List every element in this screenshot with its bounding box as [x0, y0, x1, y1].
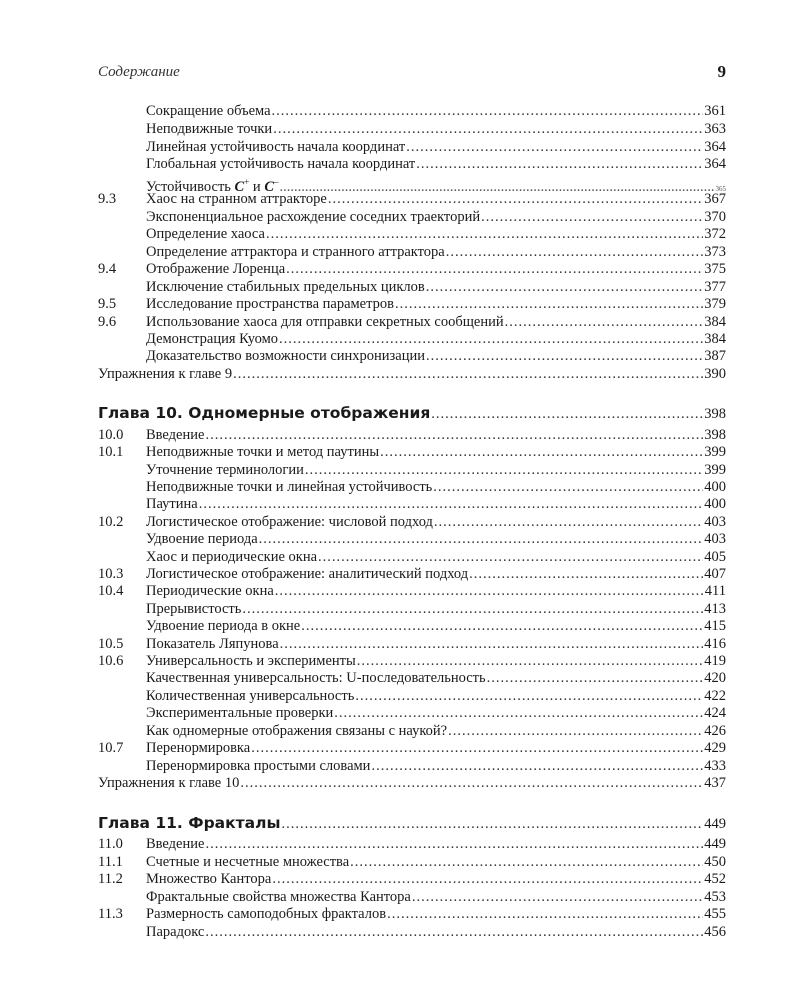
toc-entry-number: 10.0	[98, 427, 124, 443]
toc-entry-number: 9.4	[98, 261, 117, 277]
toc-entry[interactable]	[0, 261, 800, 278]
toc-entry[interactable]	[0, 462, 800, 479]
toc-entry-number: 10.7	[98, 740, 124, 756]
toc-entry[interactable]	[0, 636, 800, 653]
toc-entry-number: 10.1	[98, 444, 124, 460]
toc-entry-title: Удвоение периода	[146, 531, 258, 547]
toc-entry-page: 429	[704, 740, 726, 756]
toc-entry-page: 449	[704, 836, 726, 852]
toc-entry-number: 10.2	[98, 514, 124, 530]
toc-leader-dots	[406, 139, 703, 156]
toc-entry-title: Определение хаоса	[146, 226, 265, 242]
toc-entry[interactable]	[0, 191, 800, 208]
toc-leader-dots	[431, 404, 703, 424]
toc-chapter-heading[interactable]	[0, 403, 800, 423]
toc-entry-page: 455	[704, 906, 726, 922]
toc-entry[interactable]	[0, 705, 800, 722]
toc-leader-dots	[357, 653, 704, 670]
toc-entry[interactable]	[0, 758, 800, 775]
toc-leader-dots	[318, 549, 703, 566]
toc-entry-number: 9.5	[98, 296, 117, 312]
toc-leader-dots	[199, 496, 704, 513]
toc-entry-title: Периодические окна	[146, 583, 274, 599]
toc-entry-page: 420	[704, 670, 726, 686]
toc-entry-title: Фрактальные свойства множества Кантора	[146, 889, 411, 905]
toc-entry-page: 384	[704, 331, 726, 347]
toc-entry[interactable]	[0, 514, 800, 531]
toc-entry-page: 449	[704, 816, 726, 832]
toc-entry-page: 375	[704, 261, 726, 277]
toc-entry-title: Устойчивость C+ и C–	[146, 177, 279, 195]
toc-entry[interactable]	[0, 444, 800, 461]
toc-entry-page: 370	[704, 209, 726, 225]
toc-leader-dots	[481, 209, 703, 226]
toc-entry-title: Количественная универсальность	[146, 688, 355, 704]
toc-entry-title: Экспоненциальное расхождение соседних траекторий	[146, 209, 481, 225]
toc-entry-title: Удвоение периода в окне	[146, 618, 301, 634]
toc-entry-page: 437	[704, 775, 726, 791]
toc-entry[interactable]	[0, 871, 800, 888]
toc-leader-dots	[273, 121, 703, 138]
toc-leader-dots	[301, 618, 703, 635]
toc-leader-dots	[487, 670, 704, 687]
toc-entry-page: 433	[704, 758, 726, 774]
toc-leader-dots	[328, 191, 703, 208]
toc-entry-title: Демонстрация Куомо	[146, 331, 279, 347]
toc-entry-page: 400	[704, 479, 726, 495]
toc-leader-dots	[416, 156, 703, 173]
toc-entry-page: 384	[704, 314, 726, 330]
toc-entry[interactable]	[0, 348, 800, 365]
toc-entry-page: 363	[704, 121, 726, 137]
toc-entry-title: Перенормировка простыми словами	[146, 758, 371, 774]
toc-entry-page: 398	[704, 406, 726, 422]
toc-leader-dots	[434, 514, 703, 531]
toc-entry[interactable]	[0, 583, 800, 600]
toc-entry-number: 10.3	[98, 566, 124, 582]
toc-entry[interactable]	[0, 139, 800, 156]
header-title: Содержание	[98, 64, 180, 80]
toc-entry-page: 403	[704, 514, 726, 530]
toc-entry-title: Хаос и периодические окна	[146, 549, 318, 565]
header-page-number: 9	[717, 62, 726, 81]
toc-entry-page: 422	[704, 688, 726, 704]
toc-entry-title: Паутина	[146, 496, 198, 512]
toc-entry-title: Глобальная устойчивость начала координат	[146, 156, 416, 172]
toc-entry-title: Неподвижные точки и линейная устойчивость	[146, 479, 433, 495]
toc-entry-title: Доказательство возможности синхронизации	[146, 348, 426, 364]
toc-entry-exercises[interactable]	[0, 775, 800, 792]
toc-entry-title: Упражнения к главе 9	[98, 366, 233, 382]
toc-leader-dots	[395, 296, 703, 313]
toc-entry[interactable]	[0, 566, 800, 583]
toc-entry-page: 372	[704, 226, 726, 242]
toc-entry[interactable]	[0, 653, 800, 670]
toc-entry[interactable]	[0, 121, 800, 138]
toc-entry-number: 9.6	[98, 314, 117, 330]
toc-leader-dots	[280, 636, 704, 653]
toc-entry-number: 9.3	[98, 191, 117, 207]
toc-entry-page: 364	[704, 156, 726, 172]
toc-entry[interactable]	[0, 688, 800, 705]
toc-entry-title: Использование хаоса для отправки секретных сообщений	[146, 314, 504, 330]
toc-chapter-title: Глава 10. Одномерные отображения	[98, 404, 431, 422]
toc-entry-page: 367	[704, 191, 726, 207]
toc-entry-page: 365	[715, 184, 726, 193]
toc-leader-dots	[426, 279, 704, 296]
toc-leader-dots	[446, 244, 704, 261]
toc-chapter-title: Глава 11. Фракталы	[98, 814, 281, 832]
toc-entry[interactable]	[0, 549, 800, 566]
toc-entry-title: Качественная универсальность: U-последовательность	[146, 670, 486, 686]
toc-leader-dots	[334, 705, 703, 722]
toc-leader-dots	[505, 314, 704, 331]
toc-leader-dots	[266, 226, 703, 243]
toc-entry[interactable]	[0, 854, 800, 871]
toc-entry-page: 387	[704, 348, 726, 364]
toc-entry-number: 10.6	[98, 653, 124, 669]
toc-entry[interactable]	[0, 496, 800, 513]
toc-leader-dots	[242, 601, 703, 618]
toc-leader-dots	[259, 531, 704, 548]
toc-entry-title: Счетные и несчетные множества	[146, 854, 350, 870]
toc-entry-page: 452	[704, 871, 726, 887]
toc-entry-number: 11.0	[98, 836, 123, 852]
toc-leader-dots	[251, 740, 703, 757]
toc-entry-number: 10.5	[98, 636, 124, 652]
toc-leader-dots	[469, 566, 703, 583]
toc-leader-dots	[350, 854, 703, 871]
toc-entry-title: Логистическое отображение: аналитический подход	[146, 566, 469, 582]
toc-entry-page: 399	[704, 444, 726, 460]
toc-leader-dots	[286, 261, 703, 278]
toc-entry[interactable]	[0, 244, 800, 261]
toc-leader-dots	[281, 814, 703, 834]
toc-entry[interactable]	[0, 723, 800, 740]
toc-entry[interactable]	[0, 601, 800, 618]
toc-leader-dots	[272, 103, 704, 120]
toc-entry-page: 416	[704, 636, 726, 652]
toc-entry-page: 379	[704, 296, 726, 312]
toc-leader-dots	[426, 348, 703, 365]
toc-leader-dots	[205, 836, 703, 853]
toc-entry[interactable]	[0, 889, 800, 906]
toc-leader-dots	[380, 444, 703, 461]
toc-entry-title: Парадокс	[146, 924, 205, 940]
toc-entry[interactable]	[0, 670, 800, 687]
toc-leader-dots	[371, 758, 703, 775]
toc-leader-dots	[272, 871, 703, 888]
toc-leader-dots	[279, 331, 703, 348]
toc-entry-title: Прерывистость	[146, 601, 242, 617]
toc-entry[interactable]	[0, 331, 800, 348]
toc-entry-title: Исследование пространства параметров	[146, 296, 394, 312]
toc-entry[interactable]	[0, 906, 800, 923]
toc-entry-page: 424	[704, 705, 726, 721]
toc-entry-page: 453	[704, 889, 726, 905]
toc-leader-dots	[233, 366, 703, 383]
toc-entry-title: Упражнения к главе 10	[98, 775, 240, 791]
toc-entry[interactable]	[0, 427, 800, 444]
toc-entry-title: Множество Кантора	[146, 871, 272, 887]
toc-leader-dots	[433, 479, 703, 496]
toc-entry-title: Логистическое отображение: числовой подход	[146, 514, 433, 530]
toc-entry-title: Уточнение терминологии	[146, 462, 304, 478]
toc-entry-page: 411	[704, 583, 726, 599]
toc-entry-number: 11.3	[98, 906, 123, 922]
toc-leader-dots	[305, 462, 703, 479]
toc-entry-title: Сокращение объема	[146, 103, 271, 119]
toc-entry-page: 450	[704, 854, 726, 870]
running-header	[98, 62, 726, 84]
toc-entry-page: 390	[704, 366, 726, 382]
toc-entry-number: 11.1	[98, 854, 123, 870]
toc-entry-exercises[interactable]	[0, 366, 800, 383]
toc-entry-title: Определение аттрактора и странного аттрактора	[146, 244, 445, 260]
toc-entry-page: 361	[704, 103, 726, 119]
toc-chapter-heading[interactable]	[0, 813, 800, 833]
toc-entry-title: Неподвижные точки и метод паутины	[146, 444, 380, 460]
toc-entry-page: 426	[704, 723, 726, 739]
toc-entry[interactable]	[0, 209, 800, 226]
toc-entry-page: 400	[704, 496, 726, 512]
toc-entry[interactable]	[0, 531, 800, 548]
toc-entry-page: 398	[704, 427, 726, 443]
toc-entry-page: 405	[704, 549, 726, 565]
toc-entry-title: Экспериментальные проверки	[146, 705, 334, 721]
toc-leader-dots	[205, 427, 703, 444]
toc-entry-page: 399	[704, 462, 726, 478]
toc-entry-title: Показатель Ляпунова	[146, 636, 279, 652]
toc-entry-title: Хаос на странном аттракторе	[146, 191, 327, 207]
toc-entry-page: 415	[704, 618, 726, 634]
toc-leader-dots	[387, 906, 703, 923]
toc-entry-number: 10.4	[98, 583, 124, 599]
toc-entry[interactable]	[0, 924, 800, 941]
toc-entry-page: 364	[704, 139, 726, 155]
toc-entry-title: Неподвижные точки	[146, 121, 273, 137]
toc-leader-dots	[448, 723, 703, 740]
toc-entry[interactable]	[0, 314, 800, 331]
toc-entry-page: 407	[704, 566, 726, 582]
toc-entry[interactable]	[0, 296, 800, 313]
toc-entry-title: Как одномерные отображения связаны с наукой?	[146, 723, 448, 739]
toc-leader-dots	[355, 688, 703, 705]
toc-entry[interactable]	[0, 156, 800, 173]
toc-entry-page: 377	[704, 279, 726, 295]
toc-entry[interactable]	[0, 479, 800, 496]
toc-entry[interactable]	[0, 618, 800, 635]
toc-entry-page: 419	[704, 653, 726, 669]
toc-leader-dots	[412, 889, 703, 906]
toc-entry[interactable]	[0, 836, 800, 853]
toc-entry-title: Введение	[146, 836, 205, 852]
toc-entry[interactable]	[0, 103, 800, 120]
toc-entry-title: Отображение Лоренца	[146, 261, 286, 277]
toc-entry[interactable]	[0, 174, 800, 195]
toc-leader-dots	[275, 583, 704, 600]
toc-entry-title: Линейная устойчивость начала координат	[146, 139, 406, 155]
toc-entry-title: Исключение стабильных предельных циклов	[146, 279, 425, 295]
toc-entry-title: Размерность самоподобных фракталов	[146, 906, 387, 922]
toc-entry-number: 11.2	[98, 871, 123, 887]
toc-entry-title: Перенормировка	[146, 740, 251, 756]
toc-entry-page: 403	[704, 531, 726, 547]
toc-entry-page: 373	[704, 244, 726, 260]
toc-entry[interactable]	[0, 740, 800, 757]
toc-entry-page: 456	[704, 924, 726, 940]
toc-entry-page: 413	[704, 601, 726, 617]
toc-entry[interactable]	[0, 226, 800, 243]
toc-entry-title: Введение	[146, 427, 205, 443]
toc-leader-dots	[240, 775, 703, 792]
toc-entry-title: Универсальность и эксперименты	[146, 653, 356, 669]
toc-entry[interactable]	[0, 279, 800, 296]
toc-leader-dots	[205, 924, 703, 941]
